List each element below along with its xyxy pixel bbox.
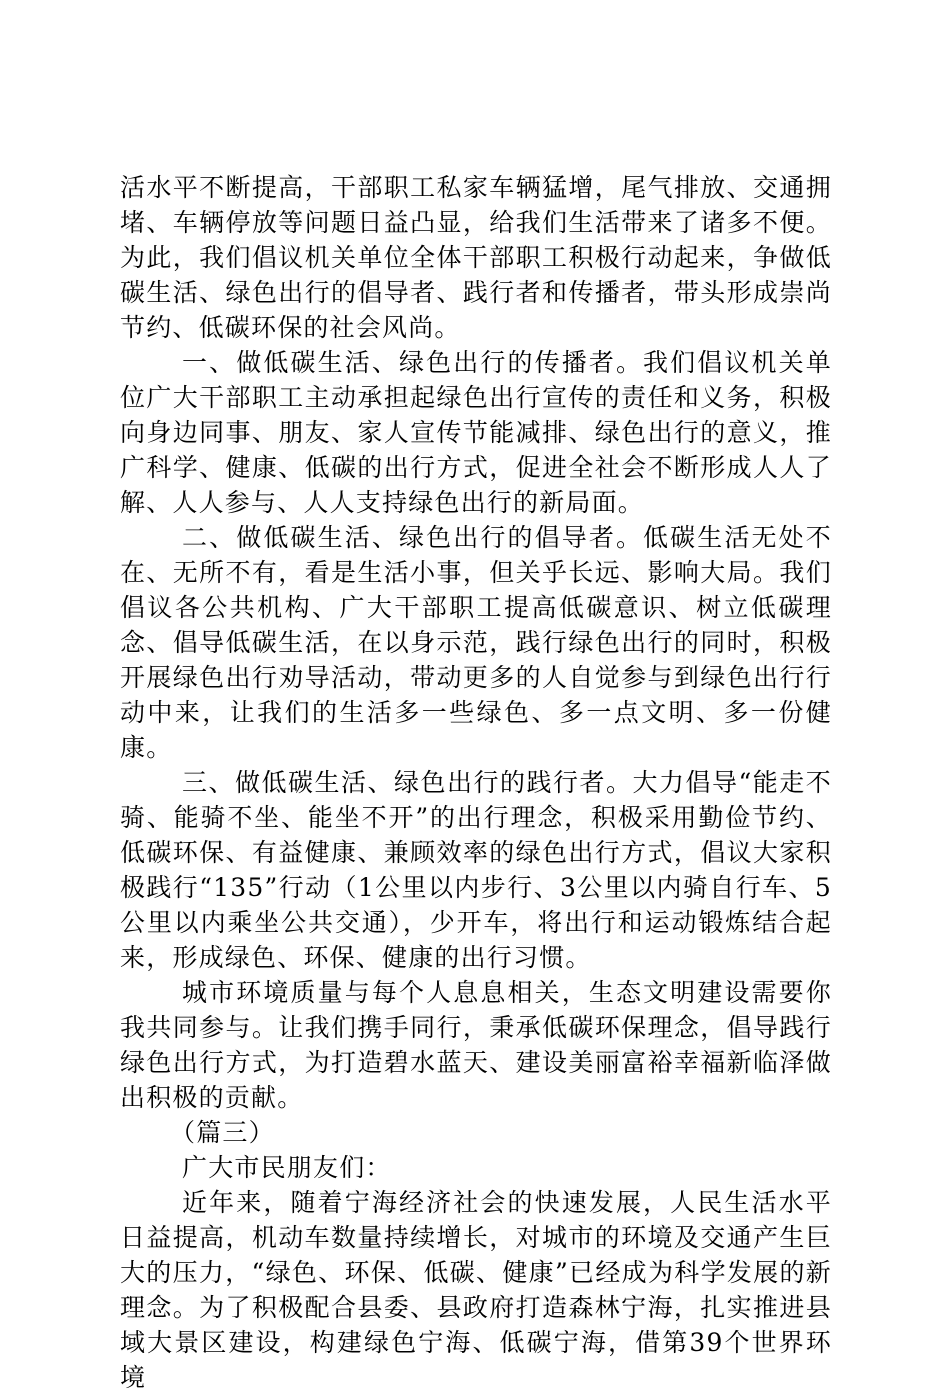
paragraph-conclusion: 城市环境质量与每个人息息相关，生态文明建设需要你我共同参与。让我们携手同行，秉承低碳环保理念，倡导践行绿色出行方式，为打造碧水蓝天、建设美丽富裕幸福新临泽做出积极的贡献。: [120, 978, 832, 1112]
document-body: [120, 170, 832, 1395]
salutation: 广大市民朋友们：: [182, 1153, 392, 1182]
paragraph-continuation: 活水平不断提高，干部职工私家车辆猛增，尾气排放、交通拥堵、车辆停放等问题日益凸显，给我们生活带来了诸多不便。为此，我们倡议机关单位全体干部职工积极行动起来，争做低碳生活、绿色出行的倡导者、践行者和传播者，带头形成崇尚节约、低碳环保的社会风尚。: [120, 173, 832, 342]
section-heading: （篇三）: [170, 1118, 275, 1147]
paragraph-point-two: 二、做低碳生活、绿色出行的倡导者。低碳生活无处不在、无所不有，看是生活小事，但关乎长远、影响大局。我们倡议各公共机构、广大干部职工提高低碳意识、树立低碳理念、倡导低碳生活，在以身示范，践行绿色出行的同时，积极开展绿色出行劝导活动，带动更多的人自觉参与到绿色出行行动中来，让我们的生活多一些绿色、多一点文明、多一份健康。: [120, 523, 832, 762]
paragraph-point-three: 三、做低碳生活、绿色出行的践行者。大力倡导“能走不骑、能骑不坐、能坐不开”的出行理念，积极采用勤俭节约、低碳环保、有益健康、兼顾效率的绿色出行方式，倡议大家积极践行“135”行动（1公里以内步行、3公里以内骑自行车、5公里以内乘坐公共交通），少开车，将出行和运动锻炼结合起来，形成绿色、环保、健康的出行习惯。: [120, 768, 832, 972]
paragraph-point-one: 一、做低碳生活、绿色出行的传播者。我们倡议机关单位广大干部职工主动承担起绿色出行宣传的责任和义务，积极向身边同事、朋友、家人宣传节能减排、绿色出行的意义，推广科学、健康、低碳的出行方式，促进全社会不断形成人人了解、人人参与、人人支持绿色出行的新局面。: [120, 348, 832, 517]
paragraph-intro: 近年来，随着宁海经济社会的快速发展，人民生活水平日益提高，机动车数量持续增长，对城市的环境及交通产生巨大的压力，“绿色、环保、低碳、健康”已经成为科学发展的新理念。为了积极配合县委、县政府打造森林宁海，扎实推进县域大景区建设，构建绿色宁海、低碳宁海，借第39个世界环境: [120, 1188, 832, 1392]
